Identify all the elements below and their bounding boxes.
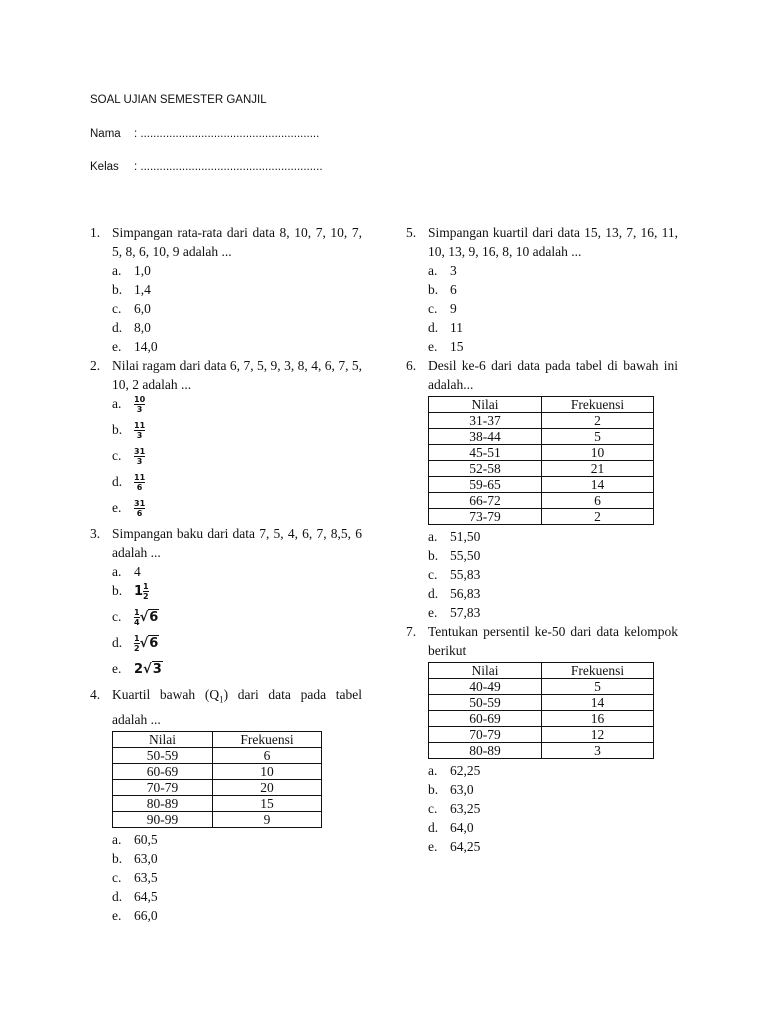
question-text: Nilai ragam dari data 6, 7, 5, 9, 3, 8, 4, 6, 7, 5, 10, 2 adalah ... <box>112 358 362 392</box>
question-6 <box>406 356 678 622</box>
question-number: 5. <box>406 225 417 240</box>
table-row: 50-59 6 <box>113 747 322 763</box>
option-b: b. 63,0 <box>112 850 158 866</box>
question-4 <box>90 685 362 925</box>
square-root: 2√3 <box>134 662 162 677</box>
table-row: 60-69 10 <box>113 763 322 779</box>
question-text: Tentukan persentil ke-50 dari data kelompok berikut <box>428 624 678 658</box>
question-1 <box>90 223 362 356</box>
table-row: 70-79 20 <box>113 779 322 795</box>
option-d: d. $\frac{1}{2}$ √6 <box>112 634 159 654</box>
name-label: Nama <box>90 128 121 140</box>
option-d: d. 64,0 <box>428 820 474 835</box>
options <box>428 761 678 856</box>
fraction: $\frac{10}{3}$ <box>134 395 146 415</box>
option-a: a. 4 <box>112 564 141 579</box>
table-row: 73-79 2 <box>429 509 654 525</box>
exam-title: SOAL UJIAN SEMESTER GANJIL <box>90 94 267 106</box>
option-a: a. 62,25 <box>428 763 481 778</box>
table-row: 80-89 3 <box>429 743 654 759</box>
option-d: d. $\frac{11}{6}$ <box>112 473 146 493</box>
option-e: e. 15 <box>428 339 464 354</box>
table-row: 52-58 21 <box>429 461 654 477</box>
option-b: b. 55,50 <box>428 548 481 563</box>
option-b: b. 63,0 <box>428 782 474 797</box>
right-column <box>406 223 678 856</box>
option-e: e. 2√3 <box>112 661 162 677</box>
question-5 <box>406 223 678 356</box>
option-b: b. $\frac{11}{3}$ <box>112 421 146 441</box>
option-b: b. 1,4 <box>112 282 151 297</box>
options <box>112 830 362 925</box>
class-row <box>90 161 323 173</box>
options <box>428 261 678 356</box>
option-e: e. 14,0 <box>112 339 158 354</box>
fraction: $\frac{31}{3}$ <box>134 447 146 467</box>
options <box>112 562 362 685</box>
fraction: $\frac{1}{2}$ <box>134 634 140 654</box>
question-text: Kuartil bawah $(Q_1)$ dari data pada tabel adalah ... <box>112 687 362 727</box>
option-e: e. 66,0 <box>112 907 158 923</box>
option-c: c. 55,83 <box>428 567 481 582</box>
option-a: a. 1,0 <box>112 263 151 278</box>
question-number: 7. <box>406 624 417 639</box>
question-text: Simpangan baku dari data 7, 5, 4, 6, 7, 8,5, 6 adalah ... <box>112 526 362 560</box>
option-e: e. 64,25 <box>428 839 481 854</box>
frequency-table: Nilai Frekuensi 31-37 2 38-44 5 45-51 10 52-58 21 59-65 14 66-72 6 73-79 2 <box>428 396 654 525</box>
option-d: d. 11 <box>428 320 463 335</box>
class-blank: : ......................................................... <box>134 161 323 173</box>
table-row: 59-65 14 <box>429 477 654 493</box>
option-a: a. 3 <box>428 263 457 278</box>
option-b: b. 6 <box>428 282 457 297</box>
question-number: 1. <box>90 225 101 240</box>
table-row: 80-89 15 <box>113 795 322 811</box>
option-a: a. $\frac{10}{3}$ <box>112 395 146 415</box>
frequency-table: Nilai Frekuensi 50-59 6 60-69 10 70-79 20 80-89 15 90-99 9 <box>112 731 322 828</box>
table-row: 45-51 10 <box>429 445 654 461</box>
question-number: 4. <box>90 687 101 702</box>
table-row: 31-37 2 <box>429 413 654 429</box>
option-e: e. $\frac{31}{6}$ <box>112 499 146 519</box>
option-c: c. 9 <box>428 301 457 316</box>
option-e: e. 57,83 <box>428 605 481 620</box>
fraction: $\frac{31}{6}$ <box>134 499 146 519</box>
fraction: $\frac{1}{2}$ <box>143 582 149 602</box>
option-d: d. 56,83 <box>428 586 481 601</box>
question-text: Simpangan rata-rata dari data 8, 10, 7, 10, 7, 5, 8, 6, 10, 9 adalah ... <box>112 225 362 259</box>
table-row: 66-72 6 <box>429 493 654 509</box>
option-c: c. $\frac{1}{4}$ √6 <box>112 608 159 628</box>
option-d: d. 64,5 <box>112 888 158 904</box>
fraction: $\frac{11}{6}$ <box>134 473 146 493</box>
question-number: 3. <box>90 526 101 541</box>
table-row: 70-79 12 <box>429 727 654 743</box>
left-column <box>90 223 362 925</box>
table-row: 40-49 5 <box>429 679 654 695</box>
square-root: √6 <box>139 636 159 651</box>
option-c: c. $\frac{31}{3}$ <box>112 447 146 467</box>
class-label: Kelas <box>90 161 119 173</box>
question-3 <box>90 524 362 685</box>
option-a: a. 60,5 <box>112 831 158 847</box>
square-root: √6 <box>139 610 159 625</box>
question-text: Desil ke-6 dari data pada tabel di bawah ini adalah... <box>428 358 678 392</box>
option-c: c. 6,0 <box>112 301 151 316</box>
question-text: Simpangan kuartil dari data 15, 13, 7, 16, 11, 10, 13, 9, 16, 8, 10 adalah ... <box>428 225 678 259</box>
option-b: b. 1 $\frac{1}{2}$ <box>112 582 149 602</box>
frequency-table: Nilai Frekuensi 40-49 5 50-59 14 60-69 16 70-79 12 80-89 3 <box>428 662 654 759</box>
fraction: $\frac{1}{4}$ <box>134 608 140 628</box>
question-number: 6. <box>406 358 417 373</box>
name-row <box>90 128 319 140</box>
option-d: d. 8,0 <box>112 320 151 335</box>
question-2 <box>90 356 362 524</box>
option-c: c. 63,5 <box>112 869 158 885</box>
options <box>112 394 362 524</box>
option-a: a. 51,50 <box>428 529 481 544</box>
options <box>112 261 362 356</box>
question-7 <box>406 622 678 856</box>
table-row: 50-59 14 <box>429 695 654 711</box>
option-c: c. 63,25 <box>428 801 481 816</box>
options <box>428 527 678 622</box>
question-number: 2. <box>90 358 101 373</box>
table-row: 60-69 16 <box>429 711 654 727</box>
name-blank: : ........................................................ <box>134 128 320 140</box>
fraction: $\frac{11}{3}$ <box>134 421 146 441</box>
table-row: 90-99 9 <box>113 811 322 827</box>
table-row: 38-44 5 <box>429 429 654 445</box>
